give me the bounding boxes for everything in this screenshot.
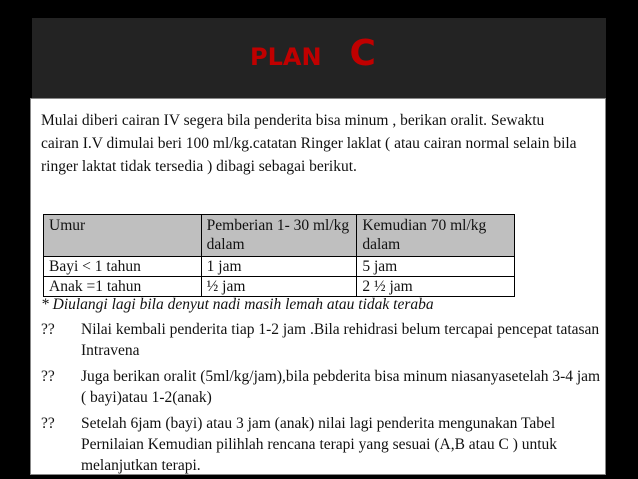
header-followup-dose: Kemudian 70 ml/kg dalam bbox=[357, 215, 515, 257]
cell-age: Anak =1 tahun bbox=[44, 277, 202, 297]
title-letter: C bbox=[349, 33, 376, 74]
header-age: Umur bbox=[44, 215, 202, 257]
footnote: * Diulangi lagi bila denyut nadi masih lemah atau tidak teraba bbox=[41, 296, 434, 313]
cell-initial: ½ jam bbox=[201, 277, 357, 297]
list-marker: ?? bbox=[41, 415, 55, 432]
rehydration-table bbox=[43, 214, 515, 297]
list-item bbox=[41, 366, 601, 408]
list-item-text: Setelah 6jam (bayi) atau 3 jam (anak) nilai lagi penderita mengunakan Tabel Pernilaian Kemudian pilihlah rencana terapi yang sesuai (A,B atau C ) untuk melanjutkan terapi. bbox=[81, 415, 558, 474]
document-panel bbox=[30, 98, 606, 475]
title-word: PLAN bbox=[250, 43, 322, 71]
slide-title bbox=[250, 33, 376, 74]
cell-followup: 2 ½ jam bbox=[357, 277, 515, 297]
list-marker: ?? bbox=[41, 321, 55, 338]
list-item bbox=[41, 413, 601, 476]
list-item-text: Juga berikan oralit (5ml/kg/jam),bila pebderita bisa minum niasanyasetelah 3-4 jam ( bayi)atau 1-2(anak) bbox=[81, 368, 601, 406]
table-row bbox=[44, 277, 515, 297]
cell-followup: 5 jam bbox=[357, 257, 515, 277]
cell-age: Bayi < 1 tahun bbox=[44, 257, 202, 277]
instruction-list bbox=[41, 319, 601, 479]
intro-paragraph: Mulai diberi cairan IV segera bila penderita bisa minum , berikan oralit. Sewaktu cairan I.V dimulai beri 100 ml/kg.catatan Ringer laklat ( atau cairan normal selain bila ringer laktat tidak tersedia ) dibagi sebagai berikut. bbox=[41, 112, 577, 175]
table-header-row bbox=[44, 215, 515, 257]
header-initial-dose: Pemberian 1- 30 ml/kg dalam bbox=[201, 215, 357, 257]
list-item bbox=[41, 319, 601, 361]
table-row bbox=[44, 257, 515, 277]
list-item-text: Nilai kembali penderita tiap 1-2 jam .Bila rehidrasi belum tercapai pencepat tatasan Intravena bbox=[81, 321, 600, 359]
cell-initial: 1 jam bbox=[201, 257, 357, 277]
list-marker: ?? bbox=[41, 368, 55, 385]
